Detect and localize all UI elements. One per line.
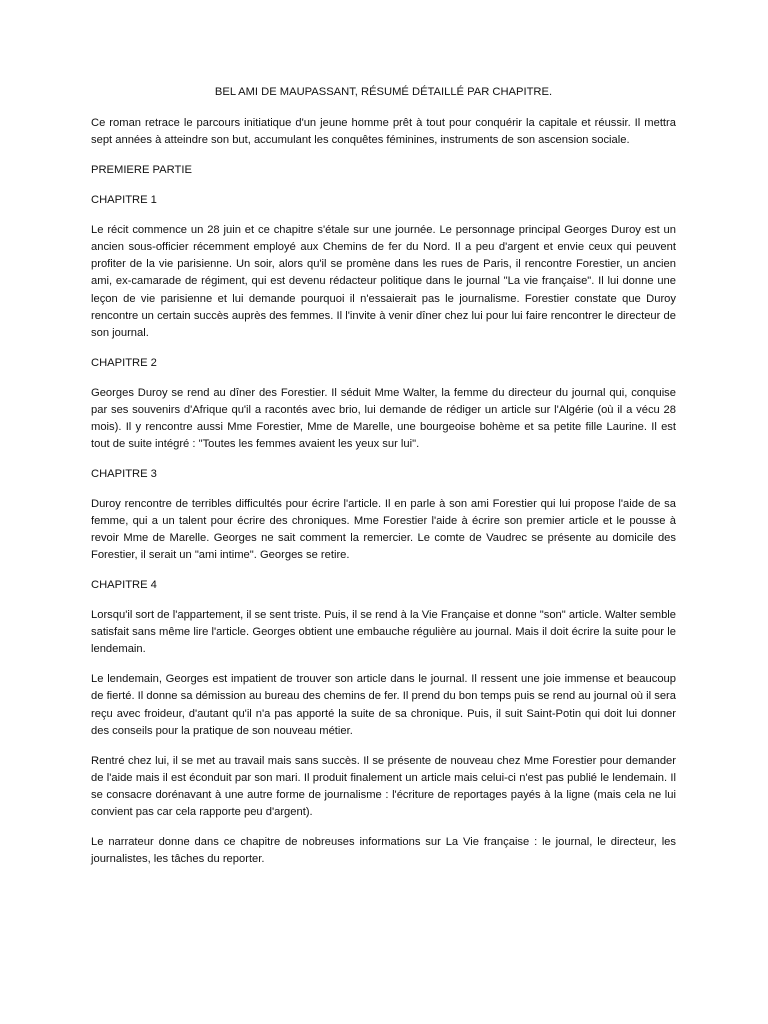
document-title: BEL AMI DE MAUPASSANT, RÉSUMÉ DÉTAILLÉ PAR CHAPITRE. — [214, 86, 553, 98]
chapter-2-heading: CHAPITRE 2 — [91, 356, 157, 369]
chapter-2-section — [91, 355, 676, 454]
chapter-4-heading: CHAPITRE 4 — [91, 579, 157, 592]
document-page — [91, 84, 676, 881]
chapter-3-paragraph: Duroy rencontre de terribles difficultés pour écrire l'article. Il en parle à son ami Forestier qui lui propose l'aide de sa femme, qui a un talent pour écrire des chroniques. Mme Forestier l'aide à écrire son premier article et le pousse à revoir Mme de Marelle. Georges ne sait comment la remercier. Le comte de Vaudrec se présente au domicile des Forestier, il serait un "ami intime". Georges se retire. — [91, 497, 676, 562]
chapter-4-paragraph-1: Lorsqu'il sort de l'appartement, il se sent triste. Puis, il se rend à la Vie Française et donne "son" article. Walter semble satisfait sans même lire l'article. Georges obtient une embauche régulière au journal. Mais il doit écrire la suite pour le lendemain. — [91, 609, 676, 656]
chapter-3-heading: CHAPITRE 3 — [91, 468, 157, 481]
chapter-4-paragraph-3: Rentré chez lui, il se met au travail mais sans succès. Il se présente de nouveau chez Mme Forestier pour demander de l'aide mais il est éconduit par son mari. Il produit finalement un article mais celui-ci n'est pas publié le lendemain. Il se consacre dorénavant à une autre forme de journalisme : l'écriture de reportages payés à la ligne (mais cela ne lui convient pas car cela rapporte peu d'argent). — [91, 754, 676, 819]
chapter-4-paragraph-4: Le narrateur donne dans ce chapitre de nobreuses informations sur La Vie française : le journal, le directeur, les journalistes, les tâches du reporter. — [91, 836, 676, 866]
chapter-4-paragraph-2: Le lendemain, Georges est impatient de trouver son article dans le journal. Il ressent une joie immense et beaucoup de fierté. Il donne sa démission au bureau des chemins de fer. Il prend du bon temps puis se rend au journal où il sera reçu avec froideur, d'autant qu'il n'a pas apporté la suite de sa chronique. Puis, il suit Saint-Potin qui doit lui donner des conseils pour la pratique de son nouveau métier. — [91, 673, 676, 737]
intro-paragraph: Ce roman retrace le parcours initiatique d'un jeune homme prêt à tout pour conquérir la capitale et réussir. Il mettra sept années à atteindre son but, accumulant les conquêtes féminines, instruments de son ascension sociale. — [91, 117, 676, 147]
chapter-3-section — [91, 466, 676, 565]
part-heading: PREMIERE PARTIE — [91, 164, 192, 177]
chapter-1-paragraph: Le récit commence un 28 juin et ce chapitre s'étale sur une journée. Le personnage principal Georges Duroy est un ancien sous-officier récemment employé aux Chemins de fer du Nord. Il a peu d'argent et envie ceux qui peuvent profiter de la vie parisienne. Un soir, alors qu'il se promène dans les rues de Paris, il rencontre Forestier, un ancien ami, ex-camarade de régiment, qui est devenu rédacteur politique dans le journal "La vie française". Il lui donne une leçon de vie parisienne et lui demande pourquoi il n'essaierait pas le journalisme. Forestier constate que Duroy rencontre un certain succès auprès des femmes. Il l'invite à venir dîner chez lui pour lui faire rencontrer le directeur de son journal. — [91, 223, 676, 340]
chapter-1-section — [91, 192, 676, 342]
chapter-1-heading: CHAPITRE 1 — [91, 194, 157, 206]
chapter-4-section — [91, 577, 676, 868]
chapter-2-paragraph: Georges Duroy se rend au dîner des Forestier. Il séduit Mme Walter, la femme du directeur du journal qui, conquise par ses souvenirs d'Afrique qu'il a racontés avec brio, lui demande de rédiger un article sur l'Algérie (où il a vécu 28 mois). Il y rencontre aussi Mme Forestier, Mme de Marelle, une bourgeoise bohème et sa petite fille Laurine. Il est tout de suite intégré : "Toutes les femmes avaient les yeux sur lui". — [91, 386, 676, 451]
